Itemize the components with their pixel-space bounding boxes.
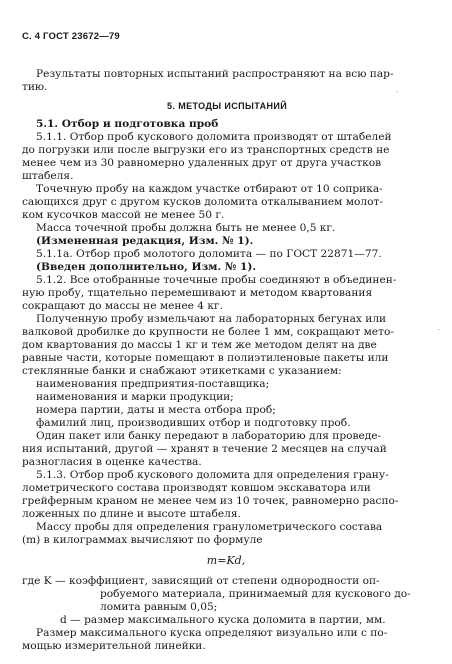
- scan-speck: ·: [438, 326, 441, 334]
- paragraph-line: ком кусочков массой не менее 50 г.: [22, 209, 225, 221]
- paragraph-line: мощью измерительной линейки.: [22, 640, 206, 652]
- edit-note: (Измененная редакция, Изм. № 1).: [36, 235, 254, 247]
- list-item: наименования и марки продукции;: [36, 391, 234, 403]
- definition-line: где K — коэффициент, зависящий от степени однородности оп-: [22, 575, 380, 587]
- intro-line: Результаты повторных испытаний распространяют на всю пар-: [36, 68, 394, 80]
- definition-line: робуемого материала, принимаемый для кускового до-: [100, 588, 411, 600]
- paragraph-line: сокращают до массы не менее 4 кг.: [22, 300, 223, 312]
- scan-speck: ·: [396, 88, 399, 96]
- paragraph-line: 5.1.3. Отбор проб кускового доломита для определения грану-: [36, 469, 389, 481]
- intro-line: тию.: [22, 81, 48, 93]
- paragraph-line: ную пробу, тщательно перемешивают и методом квартования: [22, 287, 373, 299]
- paragraph-line: до погрузки или после выгрузки его из транспортных средств не: [22, 144, 390, 156]
- paragraph-line: 5.1.1. Отбор проб кускового доломита производят от штабелей: [36, 131, 392, 143]
- added-note: (Введен дополнительно, Изм. № 1).: [36, 261, 257, 273]
- paragraph-line: штабеля.: [22, 170, 74, 182]
- list-item: фамилий лиц, производивших отбор и подготовку проб.: [36, 417, 351, 429]
- paragraph-line: дом квартования до массы 1 кг и тем же методом делят на две: [22, 339, 377, 351]
- definition-line: ломита равным 0,05;: [100, 601, 218, 613]
- paragraph-line: разногласия в оценке качества.: [22, 456, 202, 468]
- paragraph-line: Масса точечной пробы должна быть не менее 0,5 кг.: [36, 222, 336, 234]
- paragraph-line: равные части, которые помещают в полиэтиленовые пакеты или: [22, 352, 389, 364]
- paragraph-line: 5.1.1а. Отбор проб молотого доломита — по ГОСТ 22871—77.: [36, 248, 382, 260]
- paragraph-line: ложенных по длине и высоте штабеля.: [22, 508, 241, 520]
- paragraph-line: менее чем из 30 равномерно удаленных друг от друга участков: [22, 157, 382, 169]
- paragraph-line: грейферным краном не менее чем из 10 точек, равномерно распо-: [22, 495, 399, 507]
- paragraph-line: валковой дробилке до крупности не более 1 мм, сокращают мето-: [22, 326, 394, 338]
- paragraph-line: (m) в килограммах вычисляют по формуле: [22, 534, 263, 546]
- page-header: С. 4 ГОСТ 23672—79: [22, 31, 120, 42]
- paragraph-line: Полученную пробу измельчают на лабораторных бегунах или: [36, 313, 387, 325]
- paragraph-line: сающихся друг с другом кусков доломита откалыванием молот-: [22, 196, 383, 208]
- paragraph-line: 5.1.2. Все отобранные точечные пробы соединяют в объединен-: [36, 274, 397, 286]
- paragraph-line: Один пакет или банку передают в лабораторию для проведе-: [36, 430, 382, 442]
- paragraph-line: Массу пробы для определения гранулометрического состава: [36, 521, 383, 533]
- subsection-title: 5.1. Отбор и подготовка проб: [36, 118, 219, 130]
- paragraph-line: Точечную пробу на каждом участке отбирают от 10 соприка-: [36, 183, 383, 195]
- paragraph-line: Размер максимального куска определяют визуально или с по-: [36, 627, 388, 639]
- paragraph-line: ния испытаний, другой — хранят в течение 2 месяцев на случай: [22, 443, 387, 455]
- paragraph-line: стеклянные банки и снабжают этикетками с указанием:: [22, 365, 342, 377]
- list-item: наименования предприятия-поставщика;: [36, 378, 270, 390]
- list-item: номера партии, даты и места отбора проб;: [36, 404, 276, 416]
- formula: m=Kd,: [206, 554, 246, 567]
- section-title: 5. МЕТОДЫ ИСПЫТАНИЙ: [167, 101, 288, 111]
- paragraph-line: лометрического состава производят ковшом экскаватора или: [22, 482, 371, 494]
- definition-line: d — размер максимального куска доломита в партии, мм.: [60, 614, 386, 626]
